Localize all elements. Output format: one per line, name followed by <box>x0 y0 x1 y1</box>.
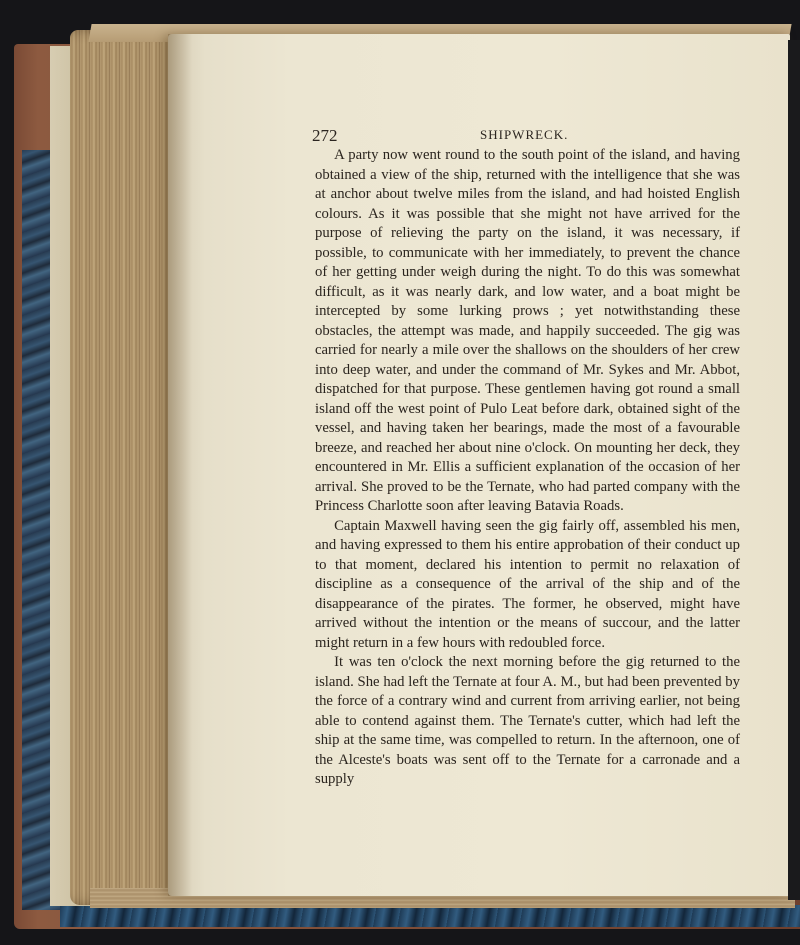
running-title: SHIPWRECK. <box>480 127 569 142</box>
paragraph: It was ten o'clock the next morning before the gig returned to the island. She had left the Ternate at four A. M., but had been prevented by the force of a contrary wind and current from arriving earlier, not being able to contend against them. The Ternate's cutter, which had left the ship at the same time, was compelled to return. In the afternoon, one of the Alceste's boats was sent off to the Ternate for a carronade and a supply <box>315 654 740 787</box>
page-number: 272 <box>312 126 338 145</box>
body-text <box>315 146 740 790</box>
paragraph: Captain Maxwell having seen the gig fairly off, assembled his men, and having expressed to them his entire approbation of their conduct up to that moment, declared his intention to permit no relaxation of discipline as a consequence of the arrival of the ship and of the disappearance of the pirates. The former, he observed, might have arrived without the intention or the means of succour, and the latter might return in a few hours with redoubled force. <box>315 517 740 651</box>
background-right-edge <box>788 40 800 900</box>
page-stack-edge <box>70 30 180 905</box>
page-gutter-shadow <box>168 34 192 896</box>
paragraph: A party now went round to the south point of the island, and having obtained a view of the ship, returned with the intelligence that she was at anchor about twelve miles from the island, and had hoisted English colours. As it was possible that she might not have arrived for the purpose of relieving the party on the island, it was necessary, if possible, to communicate with her immediately, to prevent the chance of her getting under weigh during the night. To do this was somewhat difficult, as it was nearly dark, and low water, and a boat might be intercepted by some lurking prows ; yet notwithstanding these obstacles, the attempt was made, and happily succeeded. The gig was carried for nearly a mile over the shallows on the shoulders of her crew into deep water, and under the command of Mr. Sykes and Mr. Abbot, dispatched for that purpose. These gentlemen having got round a small island off the west point of Pulo Leat before dark, obtained sight of the vessel, and having taken her bearings, made the most of a favourable breeze, and reached her about nine o'clock. On mounting her deck, they encountered in Mr. Ellis a sufficient explanation of the occasion of her arrival. She proved to be the Ternate, who had parted company with the Princess Charlotte soon after leaving Batavia Roads. <box>315 147 740 514</box>
marbled-cover-edge <box>60 905 800 927</box>
running-head <box>312 126 742 148</box>
